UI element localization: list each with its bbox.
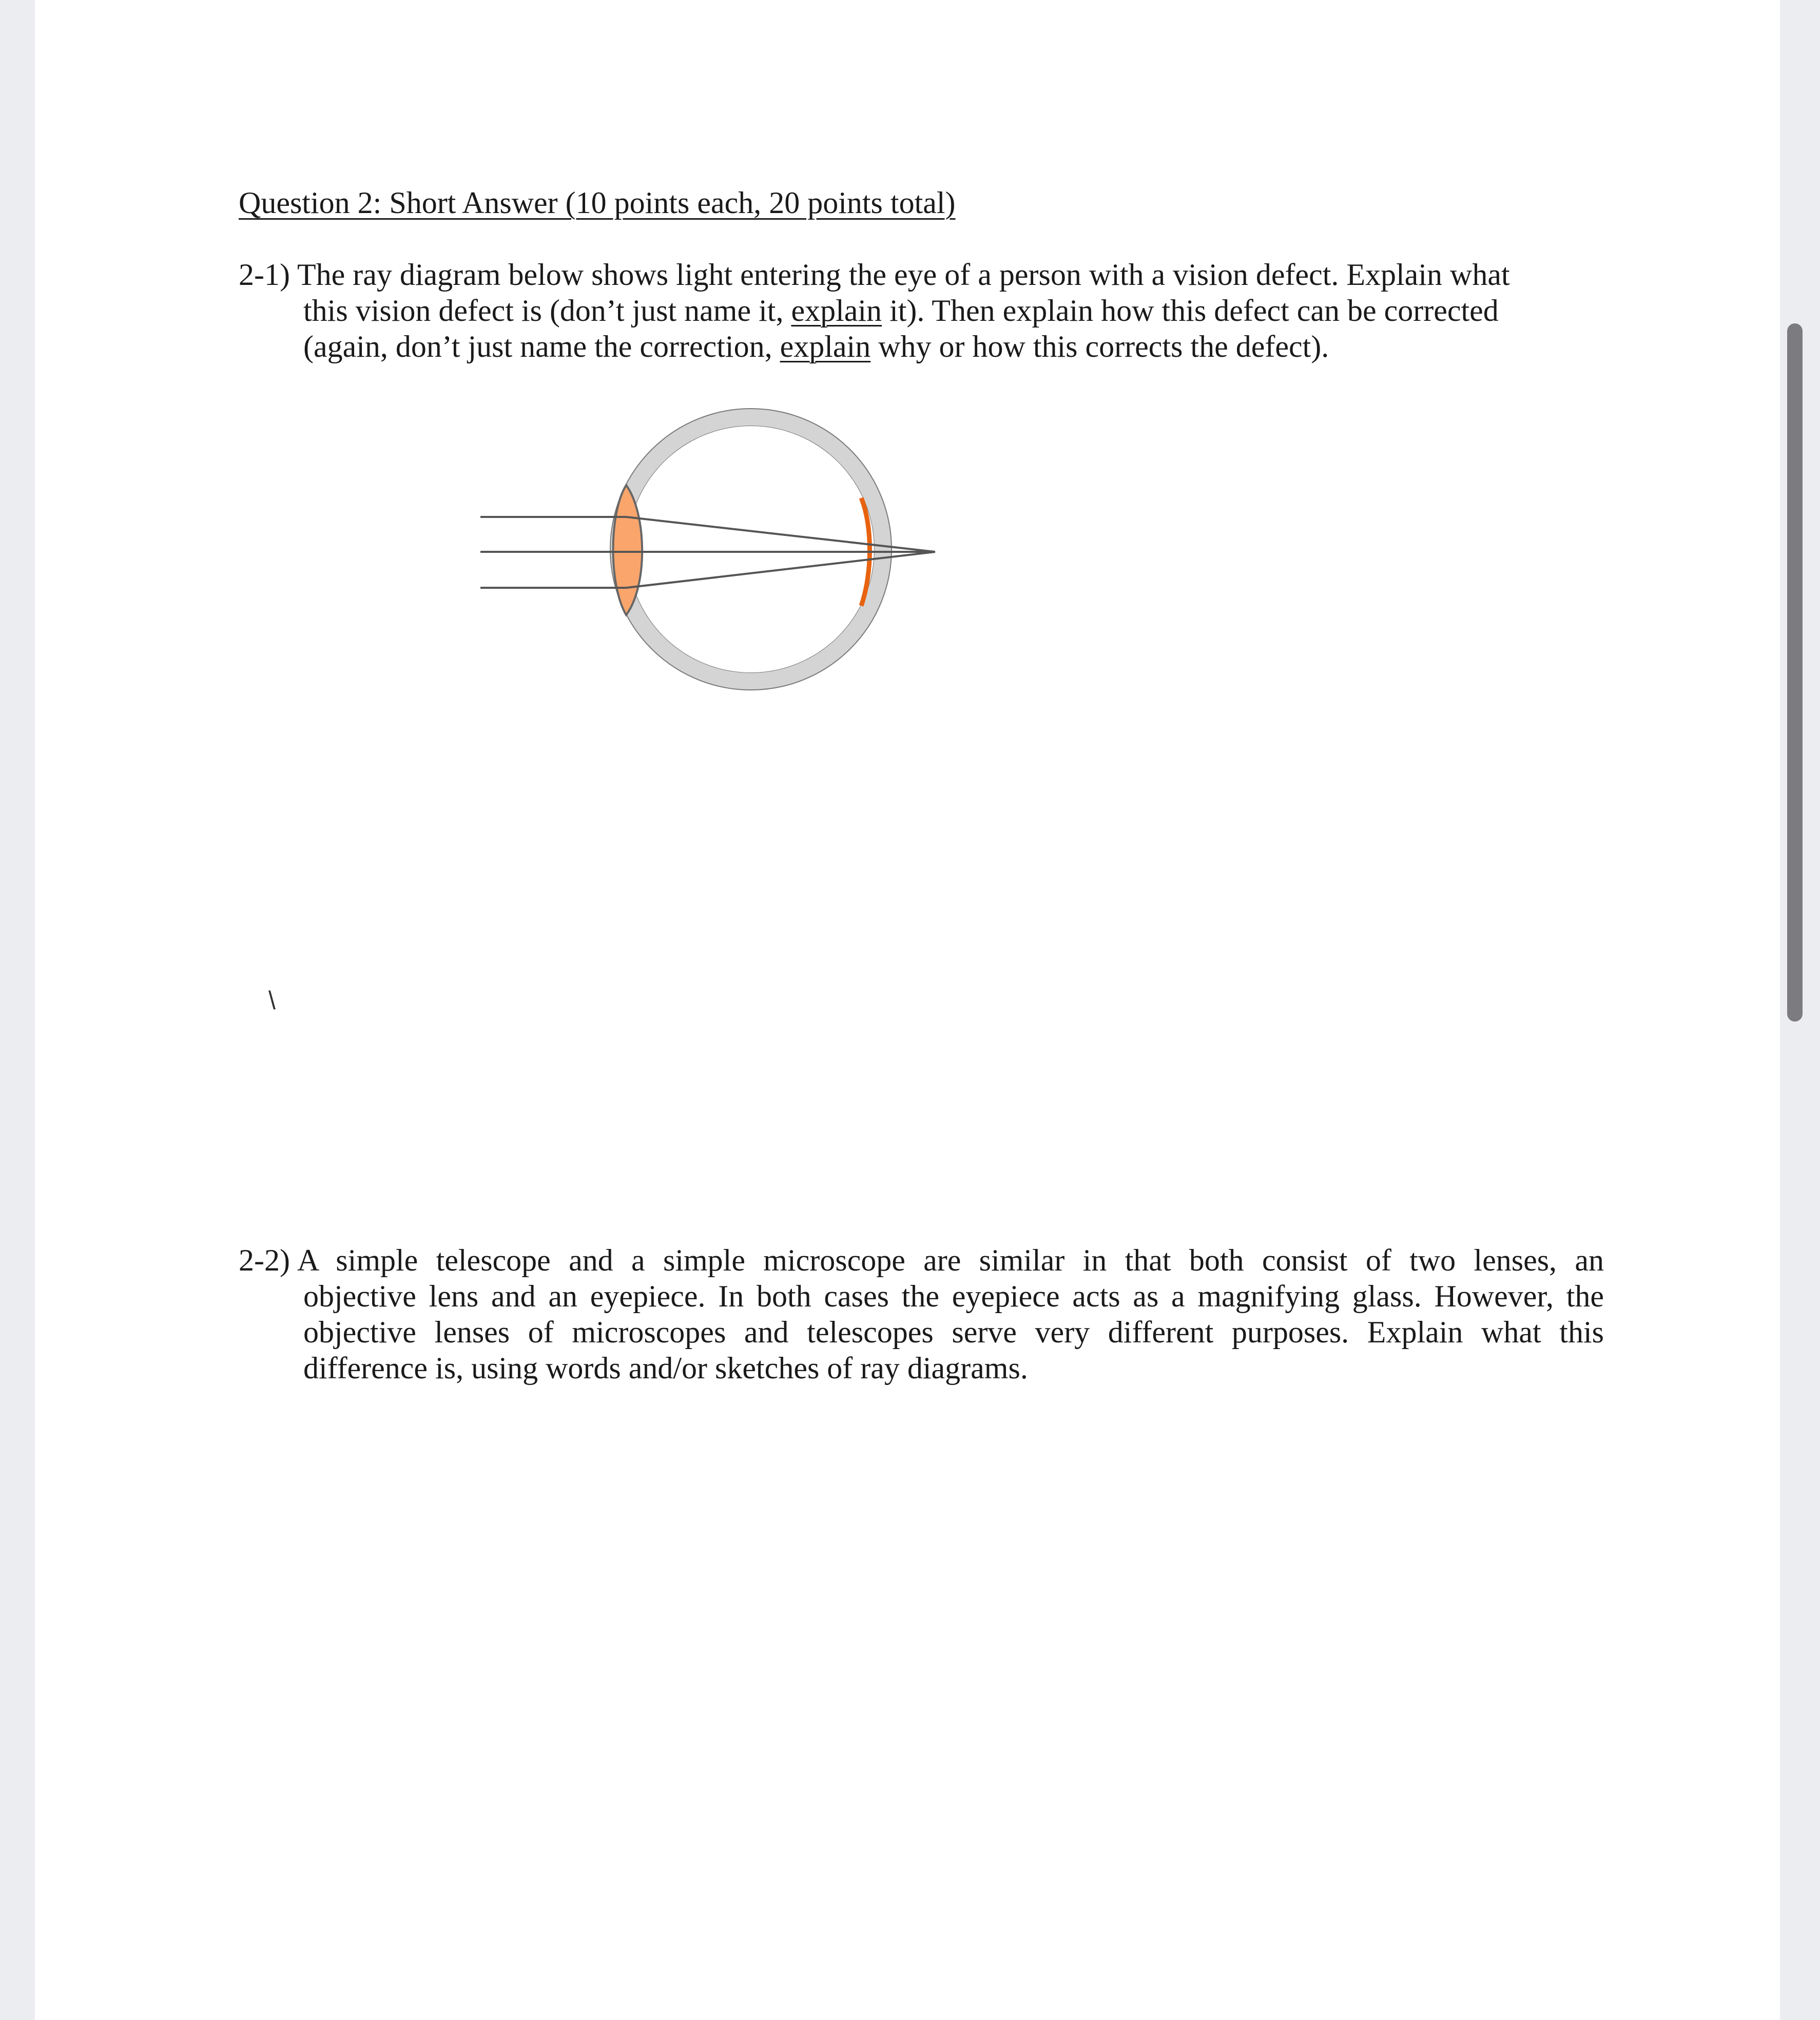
- question-2-2-line-2: objective lens and an eyepiece. In both cases the eyepiece acts as a magnifying glass. However, the: [303, 1279, 1604, 1313]
- question-2-1-line-1: 2-1) The ray diagram below shows light entering the eye of a person with a vision defect. Explain what: [239, 258, 1510, 292]
- underlined-word-explain: explain: [791, 294, 882, 328]
- scrollbar-thumb[interactable]: [1787, 323, 1803, 1022]
- question-2-1-line-2: this vision defect is (don’t just name it, explain it). Then explain how this defect can be corrected: [303, 294, 1499, 328]
- question-2-2-line-3: objective lenses of microscopes and telescopes serve very different purposes. Explain what this: [303, 1315, 1604, 1349]
- question-2-2: [239, 1242, 1604, 1386]
- eye-ray-diagram: [446, 390, 959, 698]
- stray-mark: \: [268, 986, 276, 1015]
- eyeball-inner: [628, 426, 874, 672]
- question-2-2-line-1: 2-2) A simple telescope and a simple microscope are similar in that both consist of two lenses, an: [239, 1243, 1604, 1277]
- question-2-1: [239, 257, 1604, 364]
- question-number: 2-2): [239, 1243, 290, 1277]
- question-number: 2-1): [239, 258, 290, 292]
- document-page: [35, 0, 1780, 2020]
- underlined-word-explain: explain: [780, 330, 871, 363]
- question-2-2-line-4: difference is, using words and/or sketches of ray diagrams.: [303, 1351, 1028, 1385]
- question-heading: Question 2: Short Answer (10 points each, 20 points total): [239, 186, 956, 220]
- question-2-1-line-3: (again, don’t just name the correction, explain why or how this corrects the defect).: [303, 330, 1329, 363]
